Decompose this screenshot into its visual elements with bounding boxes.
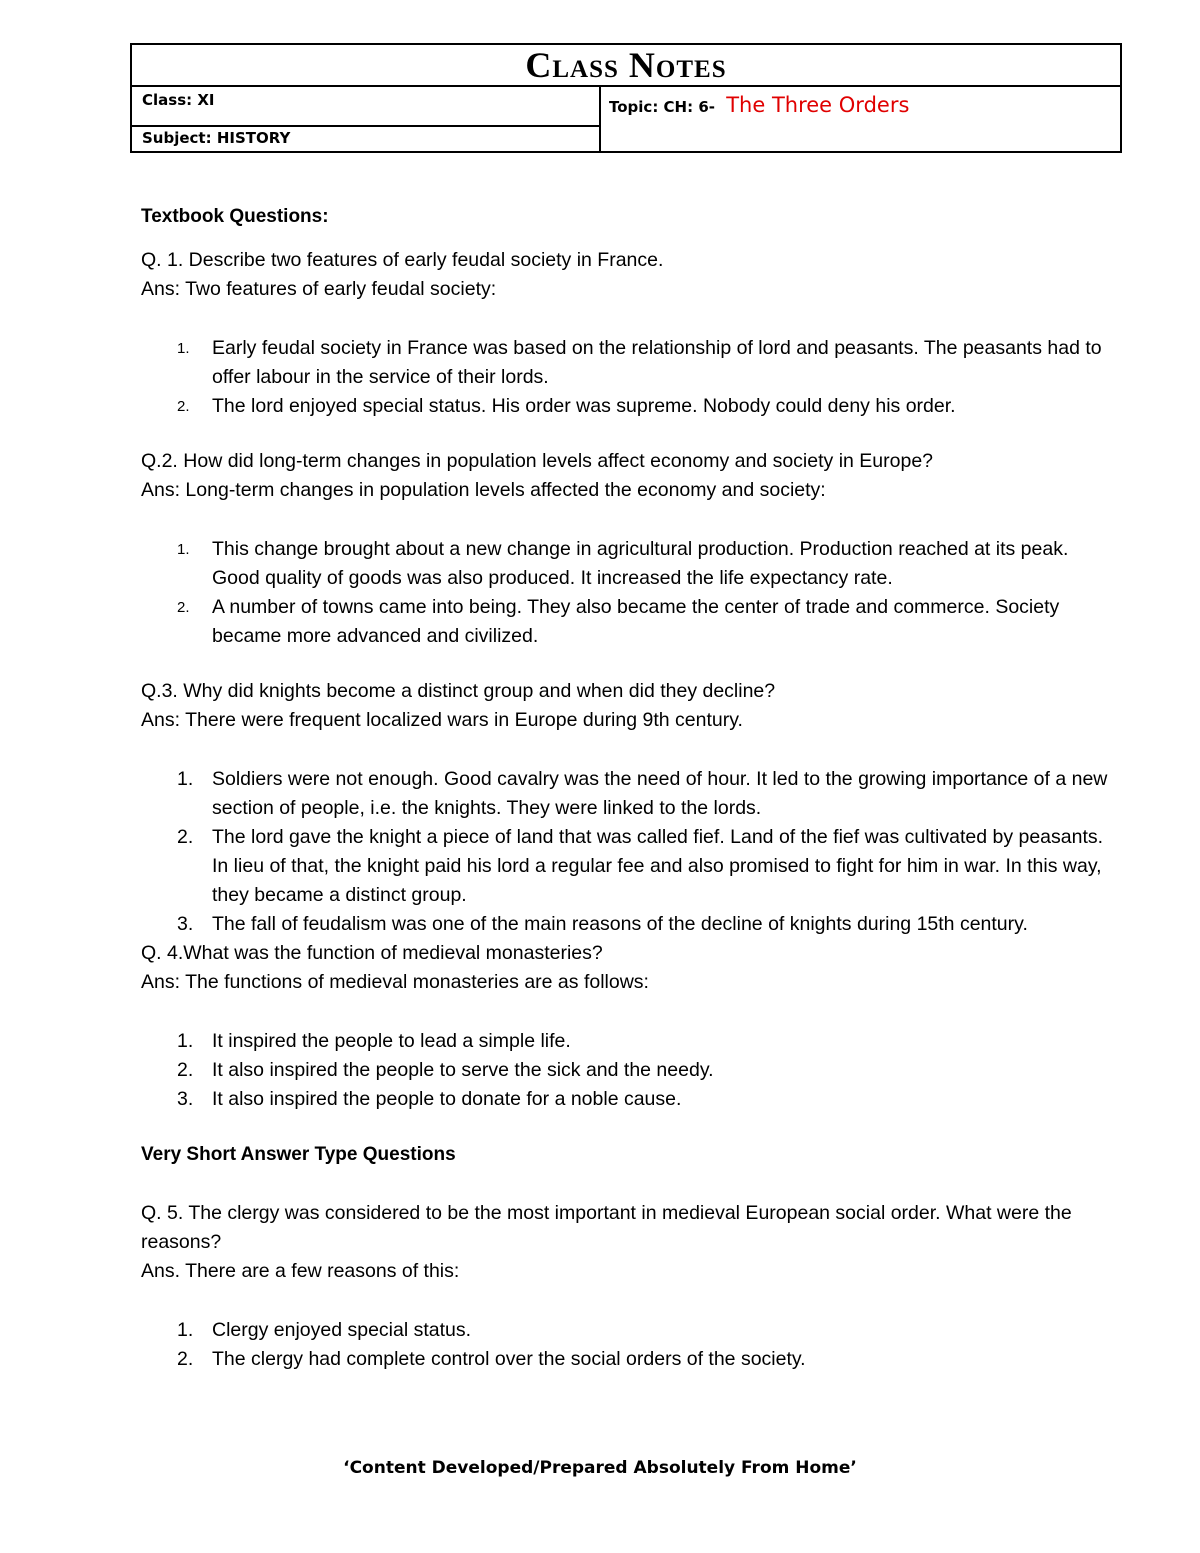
list-item: 1. Soldiers were not enough. Good cavalry was the need of hour. It led to the growing importance of a new section of people, i.e. the knights. They were linked to the lords. [177,768,1108,819]
question-5: Q. 5. The clergy was considered to be the most important in medieval European social order. What were the reasons? [141,1202,1072,1253]
subject-label: Subject: HISTORY [142,129,291,147]
list-item: 1. Clergy enjoyed special status. [177,1319,472,1341]
list-item: 2. The clergy had complete control over the social orders of the society. [177,1348,806,1370]
list-item: 2. The lord enjoyed special status. His order was supreme. Nobody could deny his order. [177,395,956,417]
list-item: 1. This change brought about a new change in agricultural production. Production reached at its peak. Good quality of goods was also produced. It increased the life expectancy rate. [177,538,1069,589]
list-item: 3. The fall of feudalism was one of the main reasons of the decline of knights during 15th century. [177,913,1028,935]
answer-3-list [141,765,1121,939]
topic-title: The Three Orders [726,93,910,117]
list-item: 3. It also inspired the people to donate for a noble cause. [177,1088,682,1110]
answer-1-list [141,334,1121,421]
page-title: Class Notes [525,45,727,85]
answer-4: Ans: The functions of medieval monasteries are as follows: [141,971,649,993]
list-item: 2. It also inspired the people to serve the sick and the needy. [177,1059,714,1081]
answer-1: Ans: Two features of early feudal society: [141,278,497,300]
title-row [132,45,1120,87]
header-table [130,43,1122,153]
question-4: Q. 4.What was the function of medieval monasteries? [141,942,603,964]
answer-5: Ans. There are a few reasons of this: [141,1260,460,1282]
answer-5-list [141,1316,1121,1374]
footer-note: ‘Content Developed/Prepared Absolutely From Home’ [343,1458,857,1478]
class-cell [132,85,601,127]
notes-content [141,202,1121,1374]
list-item: 2. The lord gave the knight a piece of land that was called fief. Land of the fief was cultivated by peasants. In lieu of that, the knight paid his lord a regular fee and also promised to fight for him in war. In this way, they became a distinct group. [177,826,1104,906]
answer-2-list [141,535,1121,651]
class-label: Class: XI [142,91,215,109]
question-1: Q. 1. Describe two features of early feudal society in France. [141,249,664,271]
list-item: 2. A number of towns came into being. They also became the center of trade and commerce. Society became more advanced and civilized. [177,596,1060,647]
list-item: 1. It inspired the people to lead a simple life. [177,1030,571,1052]
answer-2: Ans: Long-term changes in population levels affected the economy and society: [141,479,826,501]
subject-cell [132,125,601,151]
answer-4-list [141,1027,1121,1114]
section-heading-very-short: Very Short Answer Type Questions [141,1144,456,1165]
list-item: 1. Early feudal society in France was based on the relationship of lord and peasants. The peasants had to offer labour in the service of their lords. [177,337,1102,388]
question-2: Q.2. How did long-term changes in population levels affect economy and society in Europe? [141,450,934,472]
topic-cell [599,85,1120,151]
topic-prefix: Topic: CH: 6- [609,98,715,116]
section-heading-textbook: Textbook Questions: [141,206,329,227]
question-3: Q.3. Why did knights become a distinct group and when did they decline? [141,680,776,702]
answer-3: Ans: There were frequent localized wars in Europe during 9th century. [141,709,743,731]
